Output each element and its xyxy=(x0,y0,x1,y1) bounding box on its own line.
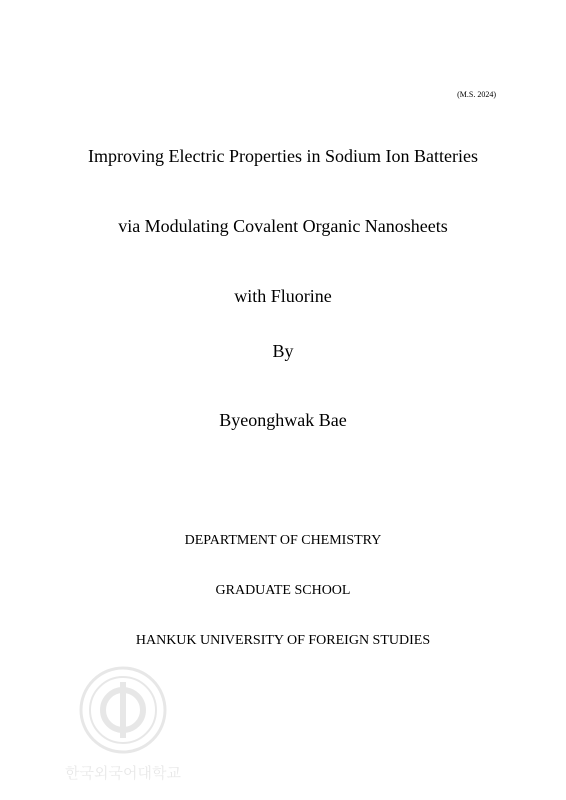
title-line-2: via Modulating Covalent Organic Nanosheets xyxy=(118,216,448,236)
university-seal-watermark-icon xyxy=(60,660,190,790)
university-name: HANKUK UNIVERSITY OF FOREIGN STUDIES xyxy=(135,633,431,648)
title-line-3: with Fluorine xyxy=(234,286,332,306)
graduate-school-name: GRADUATE SCHOOL xyxy=(215,583,351,598)
watermark-text: 한국외국어대학교 xyxy=(65,764,181,782)
author-name: Byeonghwak Bae xyxy=(219,410,347,430)
by-label: By xyxy=(272,341,294,361)
degree-code: (M.S. 2024) xyxy=(457,90,496,99)
title-line-1: Improving Electric Properties in Sodium Ion Batteries xyxy=(88,146,478,166)
department-name: DEPARTMENT OF CHEMISTRY xyxy=(184,533,382,548)
